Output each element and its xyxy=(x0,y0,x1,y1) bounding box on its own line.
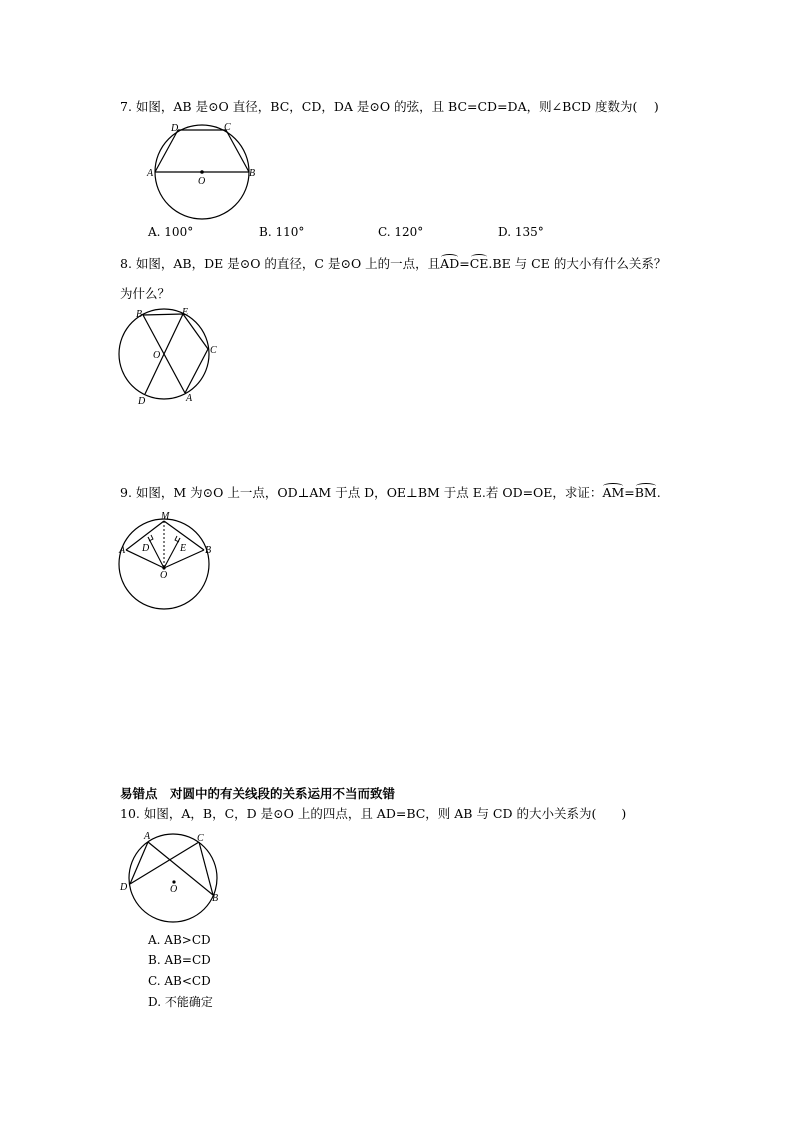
q7-label-a: A xyxy=(147,168,154,179)
q8-text-line2: 为什么？ xyxy=(120,286,171,301)
q7-label-o: O xyxy=(198,176,206,187)
q8-chord-ca xyxy=(185,349,208,393)
q8-chord-be xyxy=(143,314,183,315)
q10-figure xyxy=(118,828,228,928)
q7-chord-ad xyxy=(155,130,178,172)
q7-center-dot xyxy=(200,170,204,174)
q9-label-d: D xyxy=(142,543,150,554)
q7-text: 7. 如图，AB 是⊙O 直径，BC，CD，DA 是⊙O 的弦，且 BC=CD=DA，则∠BCD 度数为( ) xyxy=(120,99,659,114)
q8-diameter-de xyxy=(145,314,183,394)
q10-option-a[interactable]: A. AB>CD xyxy=(148,933,211,947)
section-heading: 易错点 对圆中的有关线段的关系运用不当而致错 xyxy=(120,786,396,801)
q9-arc-am: AM xyxy=(602,485,625,500)
q7-chord-cb xyxy=(226,130,249,172)
q7-option-d[interactable]: D. 135° xyxy=(498,225,544,239)
q10-label-c: C xyxy=(197,833,204,844)
q9-arc-bm: BM xyxy=(634,485,657,500)
q8-label-d: D xyxy=(138,396,146,407)
q8-text: 8. 如图，AB，DE 是⊙O 的直径，C 是⊙O 上的一点，且AD=CE.BE 与 CE 的大小有什么关系？ xyxy=(120,256,667,271)
q7-option-a[interactable]: A. 100° xyxy=(148,225,194,239)
q8-label-o: O xyxy=(153,350,161,361)
q10-option-b[interactable]: B. AB=CD xyxy=(148,953,211,967)
q7-label-c: C xyxy=(224,122,231,133)
q10-label-b: B xyxy=(212,893,219,904)
q8-arc-ad: AD xyxy=(440,256,460,271)
q10-label-a: A xyxy=(144,831,151,842)
q8-label-b: B xyxy=(136,309,143,320)
q10-chord-ad xyxy=(130,842,148,884)
q9-perp-od xyxy=(148,537,164,568)
q10-option-c[interactable]: C. AB<CD xyxy=(148,974,211,988)
q9-label-a: A xyxy=(119,545,126,556)
q8-arc-ce: CE xyxy=(469,256,489,271)
q9-label-b: B xyxy=(205,545,212,556)
q10-label-d: D xyxy=(120,882,128,893)
q7-label-d: D xyxy=(171,123,179,134)
q10-option-d[interactable]: D. 不能确定 xyxy=(148,995,213,1009)
q8-figure xyxy=(115,305,225,405)
q9-text: 9. 如图，M 为⊙O 上一点，OD⊥AM 于点 D，OE⊥BM 于点 E.若 OD=OE，求证：AM=BM. xyxy=(120,485,661,500)
q8-chord-ec xyxy=(183,314,208,349)
q9-label-o: O xyxy=(160,570,168,581)
q9-circle xyxy=(119,519,212,609)
q10-chord-cb xyxy=(199,842,213,895)
q7-option-c[interactable]: C. 120° xyxy=(378,225,424,239)
q8-label-a: A xyxy=(186,393,193,404)
q7-label-b: B xyxy=(249,168,256,179)
q10-circle xyxy=(129,834,217,922)
q9-label-e: E xyxy=(180,543,187,554)
q9-perp-oe xyxy=(164,538,180,568)
q10-chord-ab xyxy=(148,842,213,895)
q7-figure xyxy=(148,118,258,228)
q8-label-c: C xyxy=(210,345,217,356)
q7-option-b[interactable]: B. 110° xyxy=(259,225,305,239)
q9-figure xyxy=(118,511,228,615)
q8-label-e: E xyxy=(182,307,189,318)
q10-text: 10. 如图，A，B，C，D 是⊙O 上的四点，且 AD=BC，则 AB 与 CD 的大小关系为( ) xyxy=(120,806,627,821)
q9-label-m: M xyxy=(161,511,170,522)
q10-label-o: O xyxy=(170,884,178,895)
